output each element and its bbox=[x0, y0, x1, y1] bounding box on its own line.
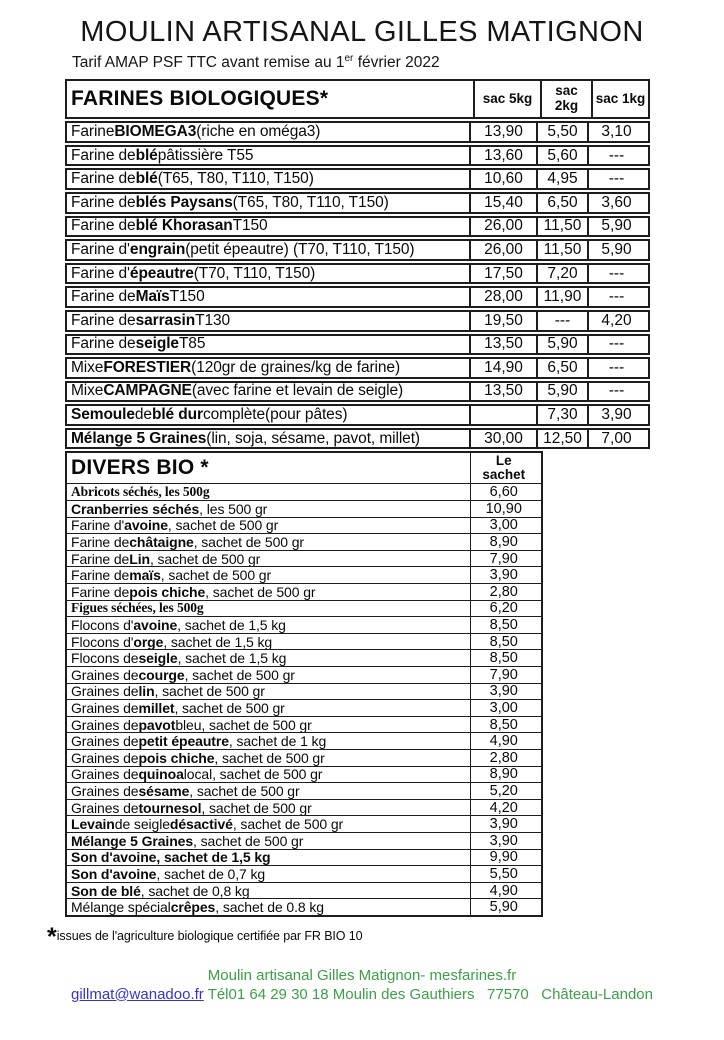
product-text: lin bbox=[138, 683, 155, 700]
table-row bbox=[65, 428, 650, 450]
price-cell: 5,50 bbox=[536, 123, 587, 141]
product-text: T150 bbox=[232, 217, 268, 235]
product-text: Graines de bbox=[71, 783, 139, 799]
table-row bbox=[67, 699, 541, 716]
table-row bbox=[65, 357, 650, 379]
divers-header-row bbox=[67, 453, 541, 483]
table-row bbox=[67, 716, 541, 733]
price-cell: --- bbox=[587, 336, 644, 354]
product-cell bbox=[67, 383, 469, 401]
table-row bbox=[65, 239, 650, 261]
table-row bbox=[65, 334, 650, 356]
column-header-sac-1kg: sac 1kg bbox=[591, 81, 648, 117]
product-cell bbox=[67, 218, 469, 236]
table-row bbox=[67, 799, 541, 816]
product-text: tournesol bbox=[138, 799, 202, 816]
table-row bbox=[65, 310, 650, 332]
price-cell: 3,90 bbox=[587, 406, 644, 424]
price-cell: 4,90 bbox=[470, 883, 537, 899]
product-text: CAMPAGNE bbox=[103, 382, 192, 400]
product-text: Farine de bbox=[71, 550, 130, 567]
subtitle bbox=[72, 53, 724, 72]
price-cell: 5,60 bbox=[536, 147, 587, 165]
product-text: , sachet de 500 gr bbox=[189, 783, 300, 799]
page-title: MOULIN ARTISANAL GILLES MATIGNON bbox=[80, 16, 644, 48]
product-text: , sachet de 500 gr bbox=[149, 550, 261, 567]
product-cell bbox=[67, 783, 470, 799]
product-cell bbox=[67, 667, 470, 683]
product-text: T130 bbox=[195, 311, 231, 329]
product-text: , sachet de 500 gr bbox=[201, 799, 312, 816]
product-text: Farine d' bbox=[71, 241, 130, 258]
price-cell: 3,90 bbox=[470, 816, 537, 832]
product-text: courge bbox=[138, 667, 185, 683]
price-cell: --- bbox=[587, 170, 644, 188]
product-text: Farine de bbox=[71, 170, 136, 188]
table-row bbox=[67, 749, 541, 766]
product-text: de seigle bbox=[114, 816, 170, 832]
product-cell bbox=[67, 123, 469, 141]
product-text: Son d'avoine, sachet de 1,5 kg bbox=[71, 849, 271, 866]
product-text: (lin, soja, sésame, pavot, millet) bbox=[206, 429, 420, 447]
product-cell bbox=[67, 501, 470, 517]
product-text: Farine d' bbox=[71, 264, 130, 282]
product-cell bbox=[67, 899, 470, 915]
product-text: Abricots séchés, les 500g bbox=[71, 484, 210, 500]
price-cell: 14,90 bbox=[469, 359, 536, 377]
product-text: quinoa bbox=[138, 766, 184, 783]
product-text: Graines de bbox=[71, 700, 139, 716]
product-text: Graines de bbox=[71, 683, 139, 700]
product-text: Farine de bbox=[71, 146, 136, 164]
footnote bbox=[47, 922, 724, 951]
farines-section-title: FARINES BIOLOGIQUES* bbox=[71, 87, 329, 111]
price-cell: 9,90 bbox=[470, 850, 537, 866]
footer bbox=[0, 967, 724, 1005]
price-cell: --- bbox=[587, 383, 644, 401]
price-cell: 13,90 bbox=[469, 123, 536, 141]
product-text: engrain bbox=[129, 241, 186, 258]
price-cell: 5,90 bbox=[536, 383, 587, 401]
product-text: Farine de bbox=[71, 567, 130, 584]
product-text: Farine de bbox=[71, 311, 136, 329]
table-row bbox=[67, 583, 541, 600]
product-cell bbox=[67, 288, 469, 306]
price-cell: 5,90 bbox=[470, 899, 537, 915]
product-cell bbox=[67, 336, 469, 354]
price-cell: 12,50 bbox=[536, 430, 587, 448]
table-row bbox=[65, 121, 650, 143]
product-text: Farine de bbox=[71, 584, 130, 600]
product-text: Farine de bbox=[71, 534, 130, 550]
product-text: , sachet de 500 gr bbox=[214, 749, 325, 766]
product-text: (avec farine et levain de seigle) bbox=[191, 382, 404, 400]
product-text: Mélange 5 Graines bbox=[71, 832, 194, 849]
price-cell: 5,20 bbox=[470, 783, 537, 799]
table-row bbox=[65, 381, 650, 403]
product-text: , sachet de 0,8 kg bbox=[140, 882, 250, 899]
product-text: Lin bbox=[129, 550, 150, 567]
product-text: , sachet de 500 gr bbox=[167, 517, 279, 534]
product-cell bbox=[67, 170, 469, 188]
product-text: Farine de bbox=[71, 288, 136, 306]
product-cell bbox=[67, 584, 470, 600]
product-text: , sachet de 0.8 kg bbox=[215, 899, 324, 915]
product-text: blés Paysans bbox=[135, 193, 233, 211]
product-cell bbox=[67, 534, 470, 550]
table-row bbox=[67, 666, 541, 683]
product-text: blé Khorasan bbox=[135, 217, 233, 235]
table-row bbox=[67, 815, 541, 832]
product-text: local, sachet de 500 gr bbox=[183, 766, 323, 783]
price-cell: --- bbox=[587, 147, 644, 165]
product-cell bbox=[67, 800, 470, 816]
price-cell: 30,00 bbox=[469, 430, 536, 448]
product-text: , sachet de 500 gr bbox=[154, 683, 265, 700]
product-text: Graines de bbox=[71, 667, 139, 683]
table-row bbox=[67, 766, 541, 783]
table-row bbox=[67, 533, 541, 550]
price-cell: 2,80 bbox=[470, 750, 537, 766]
product-cell bbox=[67, 147, 469, 165]
farines-table bbox=[65, 79, 650, 449]
product-text: T150 bbox=[169, 288, 205, 306]
table-row bbox=[67, 832, 541, 849]
price-cell: 26,00 bbox=[469, 241, 536, 259]
contact-line bbox=[0, 986, 724, 1005]
price-cell: 3,90 bbox=[470, 567, 537, 583]
product-text: pois chiche bbox=[129, 584, 206, 600]
product-text: , sachet de 500 gr bbox=[174, 700, 285, 716]
product-text: , sachet de 1,5 kg bbox=[177, 650, 287, 666]
product-text: Cranberries séchés bbox=[71, 501, 200, 517]
farines-header-row bbox=[65, 79, 650, 119]
product-text: Farine d' bbox=[71, 517, 125, 534]
table-row bbox=[65, 168, 650, 190]
product-text: maïs bbox=[129, 567, 161, 584]
product-cell bbox=[67, 650, 470, 666]
product-cell bbox=[67, 850, 470, 866]
table-row bbox=[67, 865, 541, 882]
product-text: , sachet de 1 kg bbox=[228, 733, 327, 749]
price-cell: 26,00 bbox=[469, 218, 536, 236]
price-cell: 10,60 bbox=[469, 170, 536, 188]
product-text: (T65, T80, T110, T150) bbox=[232, 193, 389, 211]
price-cell: 7,90 bbox=[470, 667, 537, 683]
divers-section-title: DIVERS BIO * bbox=[71, 456, 209, 480]
product-cell bbox=[67, 551, 470, 567]
column-header-le-sachet: Le sachet bbox=[470, 453, 537, 483]
price-cell: 8,90 bbox=[470, 534, 537, 550]
price-cell: 11,90 bbox=[536, 288, 587, 306]
table-row bbox=[65, 263, 650, 285]
price-cell: 6,20 bbox=[470, 601, 537, 617]
product-text: Farine de bbox=[71, 217, 136, 235]
price-cell: 11,50 bbox=[536, 218, 587, 236]
price-cell: 4,20 bbox=[470, 800, 537, 816]
price-cell bbox=[469, 406, 536, 424]
product-cell bbox=[67, 750, 470, 766]
price-cell: 10,90 bbox=[470, 501, 537, 517]
product-cell bbox=[67, 883, 470, 899]
product-text: , sachet de 500 gr bbox=[160, 567, 272, 584]
product-text: , sachet de 1,5 kg bbox=[177, 617, 286, 633]
product-cell bbox=[67, 518, 470, 534]
table-row bbox=[65, 145, 650, 167]
table-row bbox=[67, 500, 541, 517]
product-text: Levain bbox=[71, 816, 115, 832]
subtitle-superscript: er bbox=[344, 53, 354, 64]
product-text: seigle bbox=[138, 650, 178, 666]
price-cell: 13,60 bbox=[469, 147, 536, 165]
farines-rows bbox=[65, 121, 650, 449]
product-text: bleu, sachet de 500 gr bbox=[175, 716, 312, 733]
product-text: (petit épeautre) (T70, T110, T150) bbox=[185, 241, 415, 258]
table-row bbox=[67, 683, 541, 700]
product-text: avoine bbox=[133, 617, 178, 633]
product-cell bbox=[67, 484, 470, 500]
product-text: Flocons d' bbox=[71, 633, 134, 650]
product-text: Mixe bbox=[71, 382, 104, 400]
price-cell: 3,60 bbox=[587, 194, 644, 212]
product-text: de bbox=[134, 406, 152, 424]
price-cell: 11,50 bbox=[536, 241, 587, 259]
footnote-asterisk: * bbox=[47, 922, 57, 951]
price-cell: 7,30 bbox=[536, 406, 587, 424]
product-text: Mélange 5 Graines bbox=[71, 429, 207, 447]
price-cell: 3,90 bbox=[470, 833, 537, 849]
price-cell: 4,20 bbox=[587, 312, 644, 330]
product-text: Figues séchées, les 500g bbox=[71, 600, 204, 616]
product-text: Graines de bbox=[71, 749, 139, 766]
product-text: Farine de bbox=[71, 193, 136, 211]
product-text: seigle bbox=[135, 335, 179, 353]
product-text: Graines de bbox=[71, 716, 139, 733]
product-text: avoine bbox=[124, 517, 168, 534]
product-text: blé bbox=[135, 146, 158, 164]
table-row bbox=[67, 882, 541, 899]
product-cell bbox=[67, 406, 469, 424]
product-cell bbox=[67, 733, 470, 749]
product-text: , sachet de 500 gr bbox=[205, 584, 316, 600]
table-row bbox=[67, 898, 541, 915]
table-row bbox=[67, 517, 541, 534]
price-cell: 3,00 bbox=[470, 700, 537, 716]
price-cell: 13,50 bbox=[469, 383, 536, 401]
price-cell: 8,50 bbox=[470, 650, 537, 666]
product-cell bbox=[67, 634, 470, 650]
price-cell: 28,00 bbox=[469, 288, 536, 306]
product-cell bbox=[67, 700, 470, 716]
product-cell bbox=[67, 430, 469, 448]
product-text: désactivé bbox=[169, 816, 233, 832]
product-text: (T65, T80, T110, T150) bbox=[157, 170, 314, 188]
product-text: (riche en oméga3) bbox=[196, 123, 321, 140]
table-row bbox=[67, 616, 541, 633]
divers-table bbox=[65, 451, 543, 916]
price-cell: 8,90 bbox=[470, 767, 537, 783]
document-page bbox=[0, 16, 724, 1004]
product-cell bbox=[67, 312, 469, 330]
product-text: Graines de bbox=[71, 766, 139, 783]
product-text: blé bbox=[135, 170, 158, 188]
price-cell: 17,50 bbox=[469, 265, 536, 283]
product-text: T85 bbox=[178, 335, 206, 353]
product-cell bbox=[67, 601, 470, 617]
product-text: Farine de bbox=[71, 335, 136, 353]
product-text: pois chiche bbox=[138, 749, 215, 766]
table-row bbox=[65, 192, 650, 214]
price-cell: 7,90 bbox=[470, 551, 537, 567]
product-text: , sachet de 500 gr bbox=[184, 667, 295, 683]
price-cell: --- bbox=[587, 359, 644, 377]
product-text: , sachet de 500 gr bbox=[193, 832, 304, 849]
product-text: , les 500 gr bbox=[199, 501, 268, 517]
product-text: Maïs bbox=[135, 288, 170, 306]
subtitle-date: février 2022 bbox=[353, 54, 440, 72]
product-cell bbox=[67, 717, 470, 733]
product-text: Flocons de bbox=[71, 650, 139, 666]
product-text: sarrasin bbox=[135, 311, 196, 329]
product-text: complète(pour pâtes) bbox=[202, 406, 348, 424]
divers-rows bbox=[67, 483, 541, 914]
product-cell bbox=[67, 241, 469, 259]
product-cell bbox=[67, 833, 470, 849]
table-row bbox=[65, 286, 650, 308]
table-row bbox=[67, 600, 541, 617]
product-text: , sachet de 1,5 kg bbox=[163, 633, 273, 650]
product-text: (120gr de graines/kg de farine) bbox=[191, 359, 401, 376]
product-text: épeautre bbox=[129, 264, 194, 282]
price-cell: 8,50 bbox=[470, 717, 537, 733]
price-cell: 5,90 bbox=[587, 218, 644, 236]
product-text: Graines de bbox=[71, 733, 139, 749]
price-cell: 8,50 bbox=[470, 634, 537, 650]
price-cell: 2,80 bbox=[470, 584, 537, 600]
contact-details: Tél01 64 29 30 18 Moulin des Gauthiers 77570 Château-Landon bbox=[203, 985, 653, 1003]
email-link[interactable]: gillmat@wanadoo.fr bbox=[70, 985, 204, 1003]
price-cell: 4,90 bbox=[470, 733, 537, 749]
price-cell: --- bbox=[536, 312, 587, 330]
subtitle-text: Tarif AMAP PSF TTC avant remise au 1 bbox=[72, 54, 345, 72]
table-row bbox=[67, 633, 541, 650]
product-text: orge bbox=[133, 633, 164, 650]
product-cell bbox=[67, 567, 470, 583]
table-row bbox=[67, 782, 541, 799]
price-cell: 6,50 bbox=[536, 359, 587, 377]
table-row bbox=[67, 849, 541, 866]
footnote-text: issues de l'agriculture biologique certifiée par FR BIO 10 bbox=[56, 928, 363, 943]
product-text: Son de blé bbox=[71, 882, 141, 899]
price-cell: 3,10 bbox=[587, 123, 644, 141]
product-text: (T70, T110, T150) bbox=[193, 264, 316, 282]
price-cell: 7,20 bbox=[536, 265, 587, 283]
price-cell: 13,50 bbox=[469, 336, 536, 354]
product-text: Flocons d' bbox=[71, 617, 134, 633]
price-cell: 7,00 bbox=[587, 430, 644, 448]
product-text: Mélange spécial bbox=[71, 899, 171, 915]
product-text: Farine bbox=[71, 123, 115, 140]
product-text: Mixe bbox=[71, 359, 104, 376]
product-cell bbox=[67, 866, 470, 882]
product-text: petit épeautre bbox=[138, 733, 229, 749]
price-cell: 6,50 bbox=[536, 194, 587, 212]
price-cell: 8,50 bbox=[470, 617, 537, 633]
price-cell: 5,50 bbox=[470, 866, 537, 882]
product-cell bbox=[67, 684, 470, 700]
product-cell bbox=[67, 767, 470, 783]
price-cell: 3,90 bbox=[470, 684, 537, 700]
product-text: Son d'avoine bbox=[71, 866, 157, 882]
table-row bbox=[65, 404, 650, 426]
product-cell bbox=[67, 359, 469, 377]
product-text: châtaigne bbox=[129, 534, 194, 550]
mill-name-line: Moulin artisanal Gilles Matignon- mesfarines.fr bbox=[207, 966, 517, 984]
table-row bbox=[67, 649, 541, 666]
product-text: , sachet de 500 gr bbox=[193, 534, 304, 550]
product-text: blé dur bbox=[151, 406, 203, 424]
table-row bbox=[67, 550, 541, 567]
product-cell bbox=[67, 265, 469, 283]
price-cell: 5,90 bbox=[587, 241, 644, 259]
product-text: millet bbox=[138, 700, 175, 716]
price-cell: 15,40 bbox=[469, 194, 536, 212]
product-text: pavot bbox=[138, 716, 176, 733]
product-cell bbox=[67, 617, 470, 633]
product-text: crêpes bbox=[170, 899, 216, 915]
product-cell bbox=[67, 816, 470, 832]
price-cell: 4,95 bbox=[536, 170, 587, 188]
product-text: BIOMEGA3 bbox=[114, 123, 197, 140]
table-row bbox=[67, 732, 541, 749]
product-cell bbox=[67, 194, 469, 212]
table-row bbox=[67, 483, 541, 500]
price-cell: 6,60 bbox=[470, 484, 537, 500]
price-cell: --- bbox=[587, 288, 644, 306]
price-cell: 5,90 bbox=[536, 336, 587, 354]
column-header-sac-2kg: sac 2kg bbox=[540, 81, 591, 117]
price-cell: 19,50 bbox=[469, 312, 536, 330]
product-text: FORESTIER bbox=[103, 359, 192, 376]
product-text: , sachet de 0,7 kg bbox=[156, 866, 266, 882]
column-header-sac-5kg: sac 5kg bbox=[473, 81, 540, 117]
product-text: Semoule bbox=[71, 406, 135, 424]
product-text: pâtissière T55 bbox=[157, 146, 254, 164]
product-text: Graines de bbox=[71, 799, 139, 816]
table-row bbox=[67, 566, 541, 583]
product-text: sésame bbox=[138, 783, 190, 799]
price-cell: 3,00 bbox=[470, 518, 537, 534]
product-text: , sachet de 500 gr bbox=[232, 816, 344, 832]
table-row bbox=[65, 216, 650, 238]
price-cell: --- bbox=[587, 265, 644, 283]
